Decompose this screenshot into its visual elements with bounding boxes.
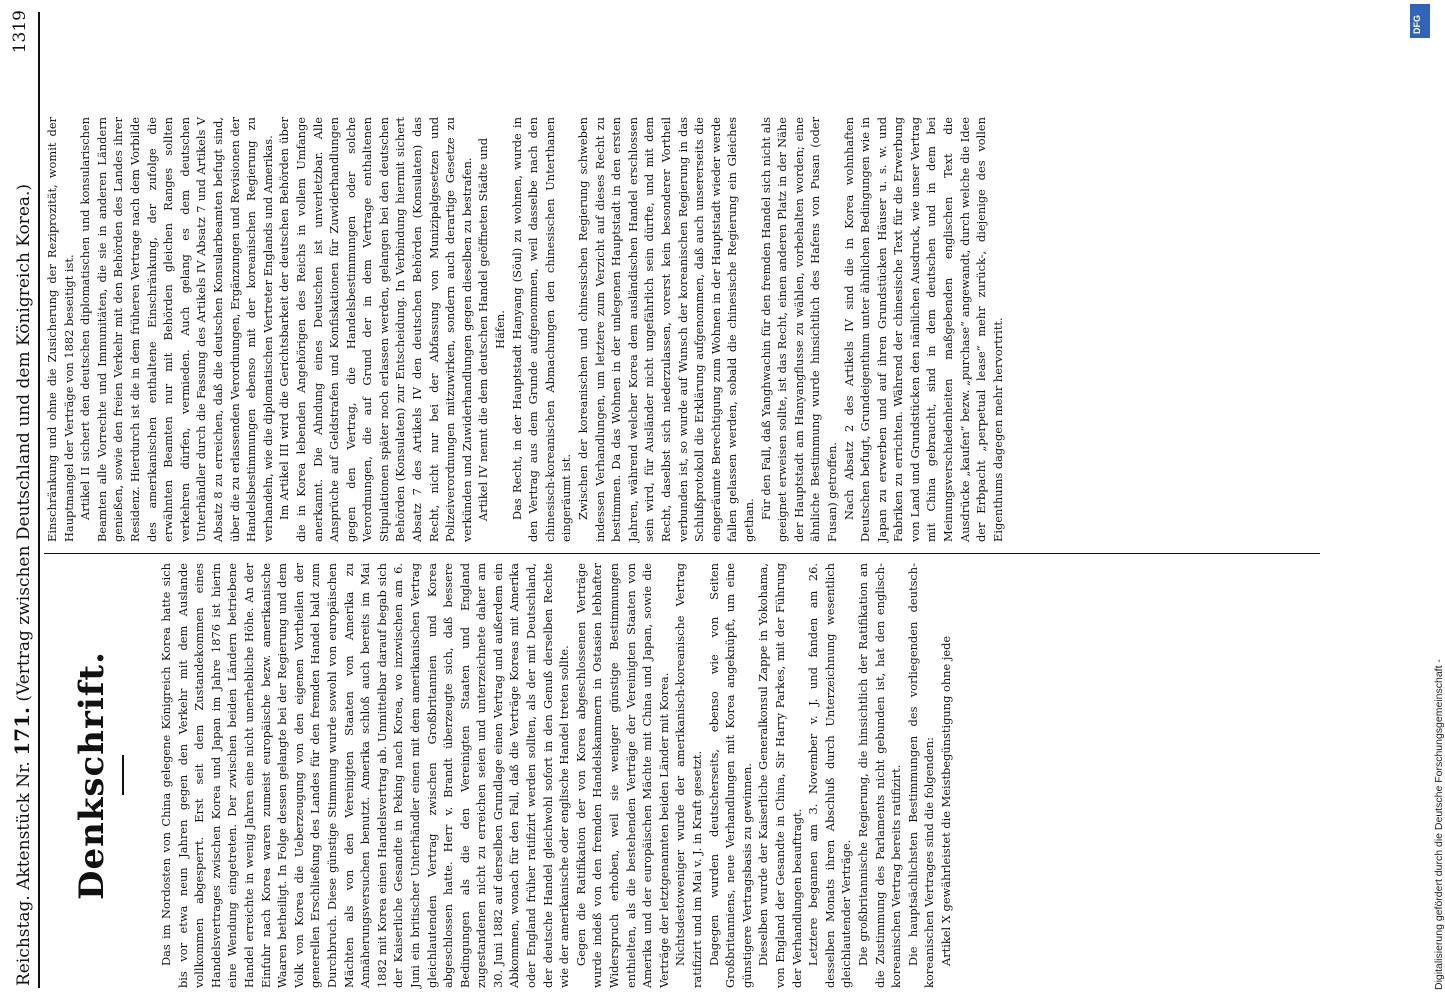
heading-rule — [122, 756, 124, 796]
paragraph: Das Recht, in der Hauptstadt Hanyang (Söul) zu wohnen, wurde in den Vertrag aus dem Grunde aufgenommen, weil dasselbe nach den chinesisch-koreanischen Abmachungen den chinesischen Unterthanen eingeräumt ist. — [509, 117, 574, 542]
document-number: 171. — [10, 707, 34, 756]
running-header — [8, 10, 38, 986]
header-rule — [38, 12, 40, 988]
document-heading: Denkschrift. — [72, 651, 112, 900]
article-heading: Artikel IV nennt die dem deutschen Handel geöffneten Städte und Häfen. — [476, 137, 508, 522]
paragraph: Artikel II sichert den deutschen diplomatischen und konsularischen Beamten alle Vorrechte und Immunitäten, die sie in anderen Ländern genießen, sowie den freien Verkehr mit den Behörden des Landes ihrer Residenz. Hierdurch ist die in dem früheren Vertrage nach dem Vorbilde des amerikanischen enthaltene Einschränkung, der zufolge die erwähnten Beamten nur mit Behörden gleichen Ranges sollten verkehren dürfen, vermieden. Auch gelang es dem deutschen Unterhändler durch die Fassung des Artikels IV Absatz 7 und Artikels V Absatz 8 zu erreichen, daß die deutschen Konsularbeamten befugt sind, über die zu erlassenden Verordnungen, Ergänzungen und Revisionen der Handelsbestimmungen ebenso mit der koreanischen Regierung zu verhandeln, wie die diplomatischen Vertreter Englands und Amerikas. — [78, 117, 275, 542]
paragraph: Nichtsdestoweniger wurde der amerikanisch-koreanische Vertrag ratifizirt und im Mai v. J. in Kraft gesetzt. — [673, 563, 704, 988]
paragraph: Im Artikel III wird die Gerichtsbarkeit der deutschen Behörden über die in Korea lebenden Angehörigen des Reichs in vollem Umfange anerkannt. Die Ahndung eines Deutschen ist unverletzbar. Alle Ansprüche auf Geldstrafen und Konfiskationen für Zuwiderhandlungen gegen den Vertrag, die Handelsbestimmungen oder solche Verordnungen, die auf Grund der in dem Vertrage enthaltenen Stipulationen später noch erlassen werden, gelangen bei den deutschen Behörden (Konsulaten) zur Entscheidung. In Verbindung hiermit sichert Absatz 7 des Artikels IV den deutschen Behörden (Konsulaten) das Recht, nicht nur bei der Abfassung von Munizipalgesetzen und Polizeiverordnungen mitzuwirken, sondern auch derartige Gesetze zu verkünden und Zuwiderhandlungen gegen dieselben zu bestrafen. — [277, 117, 474, 542]
header-title: Reichstag. Aktenstück Nr. — [14, 761, 34, 986]
paragraph: Das im Nordosten von China gelegene Königreich Korea hatte sich bis vor etwa neun Jahren gegen den Verkehr mit dem Auslande vollkommen abgesperrt. Erst seit dem Zustandekommen eines Handelsvertrages zwischen Korea und Japan im Jahre 1876 ist hierin eine Wendung eingetreten. Der zwischen beiden Ländern betriebene Handel erreichte in wenig Jahren eine nicht unerhebliche Höhe. An der Einfuhr nach Korea waren zumeist europäische bezw. amerikanische Waaren betheiligt. In Folge dessen gelangte bei der Regierung und dem Volk von Korea die Ueberzeugung von den eigenen Vortheilen der generellen Erschließung des Landes für den fremden Handel bald zum Durchbruch. Diese günstige Stimmung wurde sowohl von europäischen Mächten als von den Vereinigten Staaten von Amerika zu Annäherungsversuchen benutzt. Amerika schloß auch bereits im Mai 1882 mit Korea einen Handelsvertrag ab. Unmittelbar darauf begab sich der Kaiserliche Gesandte in Peking nach Korea, wo inzwischen am 6. Juni ein britischer Unterhändler einen mit dem amerikanischen Vertrag gleichlautenden Vertrag zwischen Großbritannien und Korea abgeschlossen hatte. Herr v. Brandt überzeugte sich, daß bessere Bedingungen als die den Vereinigten Staaten und England zugestandenen nicht zu erreichen seien und unterzeichnete daher am 30. Juni 1882 auf derselben Grundlage einen Vertrag und außerdem ein Abkommen, wonach für den Fall, daß die Verträge Koreas mit Amerika oder England früher ratifizirt werden sollten, als der mit Deutschland, der deutsche Handel gleichwohl sofort in den Genuß derselben Rechte wie der amerikanische oder englische Handel treten sollte. — [159, 563, 572, 988]
column-divider — [44, 553, 1320, 554]
left-column — [44, 563, 1368, 988]
dfg-logo — [1410, 4, 1430, 38]
paragraph: Dieselben wurde der Kaiserliche Generalkonsul Zappe in Yokohama, von England der Gesandte in China, Sir Harry Parkes, mit der Führung der Verhandlungen beauftragt. — [756, 563, 804, 988]
digitization-note: Digitalisierung gefördert durch die Deutsche Forschungsgemeinschaft - — [1433, 659, 1445, 990]
paragraph: Einschränkung und ohne die Zusicherung der Reziprozität, womit der Hauptmangel der Verträge von 1882 beseitigt ist. — [45, 117, 76, 542]
paragraph: Zwischen der koreanischen und chinesischen Regierung schweben indessen Verhandlungen, um letztere zum Verzicht auf dieses Recht zu bestimmen. Da das Wohnen in der unlegenen Hauptstadt in den ersten Jahren, während welcher Korea dem ausländischen Handel erschlossen sein wird, für Ausländer nicht ungefährlich sein dürfte, und mit dem Recht, daselbst sich niederzulassen, vorerst kein besonderer Vortheil verbunden ist, so wurde auf Wunsch der koreanischen Regierung in das Schlußprotokoll die Erklärung aufgenommen, daß auch unsererseits die eingeräumte Berechtigung zum Wohnen in der Hauptstadt wieder werde fallen gelassen werden, sobald die chinesische Regierung ein Gleiches gethan. — [576, 117, 756, 542]
dfg-logo-text: DFG — [1412, 15, 1422, 34]
paragraph: Dagegen wurden deutscherseits, ebenso wie von Seiten Großbritanniens, neue Verhandlungen mit Korea angeknüpft, um eine günstigere Vertragsbasis zu gewinnen. — [706, 563, 754, 988]
page-number: 1319 — [10, 10, 30, 54]
paragraph: Die großbritannische Regierung, die hinsichtlich der Ratifikation an die Zustimmung des Parlaments nicht gebunden ist, hat den englisch-koreanischen Vertrag bereits ratifizirt. — [855, 563, 904, 988]
paragraph: Gegen die Ratifikation der von Korea abgeschlossenen Verträge wurde indeß von den fremden Handelskammern in Ostasien lebhafter Widerspruch erhoben, weil sie weniger günstige Bestimmungen enthielten, als die bestehenden Verträge der Vereinigten Staaten von Amerika und der europäischen Mächte mit China und Japan, sowie die Verträge der letztgenannten beiden Länder mit Korea. — [573, 563, 671, 988]
paragraph: Artikel X gewährleistet die Meistbegünstigung ohne jede — [938, 635, 953, 966]
paragraph: Die hauptsächlichsten Bestimmungen des vorliegenden deutsch-koreanischen Vertrages sind die folgenden: — [905, 563, 937, 988]
paragraph: Für den Fall, daß Yanghwachin für den fremden Handel sich nicht als geeignet erweisen sollte, ist das Recht, einen anderen Platz in der Nähe der Hauptstadt am Hanyangflusse zu wählen, vorbehalten worden; eine ähnliche Bestimmung wurde hinsichtlich des Hafens von Pusan (oder Fusan) getroffen. — [758, 117, 839, 542]
paragraph: Letztere begannen am 3. November v. J. und fanden am 26. desselben Monats ihren Abschluß durch Unterzeichnung wesentlich gleichlautender Verträge. — [806, 563, 854, 988]
header-left — [10, 184, 34, 986]
header-subtitle: (Vertrag zwischen Deutschland und dem Königreich Korea.) — [14, 183, 34, 702]
paragraph: Nach Absatz 2 des Artikels IV sind die in Korea wohnhaften Deutschen befugt, Grundeigenthum unter ähnlichen Bedingungen wie in Japan zu erwerben und auf ihren Grundstücken Häuser u. s. w. und Fabriken zu errichten. Während der chinesische Text für die Erwerbung von Land und Grundstücken den nämlichen Ausdruck, wie unser Vertrag mit China gebraucht, sind in dem deutschen und in dem bei Meinungsverschiedenheiten maßgebenden englischen Text die Ausdrücke „kaufen“ bezw. „purchase“ angewandt, durch welche die Idee der Erbpacht „perpetual lease“ mehr zurück-, diejenige des vollen Eigenthums dagegen mehr hervortritt. — [841, 117, 1005, 542]
right-column — [44, 117, 1368, 542]
